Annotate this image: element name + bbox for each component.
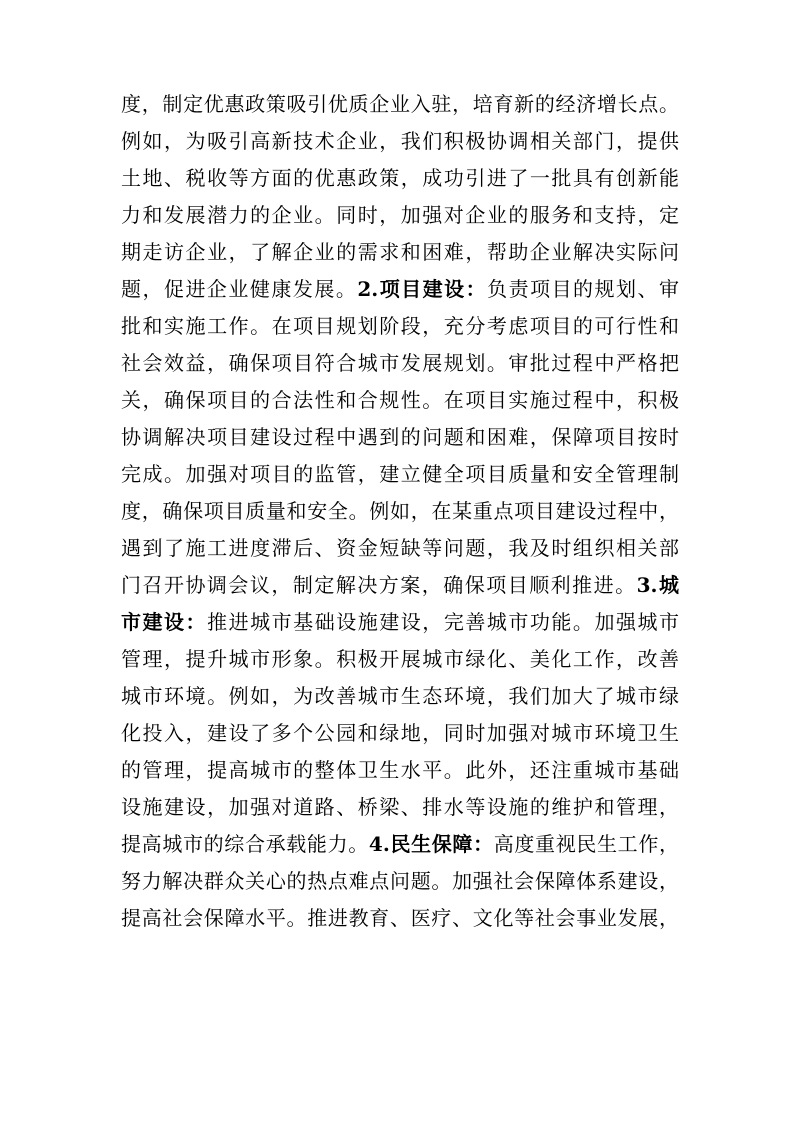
section-heading-livelihood: 4.民生保障： (368, 832, 494, 856)
body-text (121, 86, 679, 937)
text-line (121, 641, 679, 678)
section-heading-city-construction-part1: 3.城 (636, 573, 679, 597)
text-run: 社会效益，确保项目符合城市发展规划。审批过程中严格把 (121, 351, 679, 375)
text-run: 设施建设，加强对道路、桥梁、排水等设施的维护和管理， (121, 795, 679, 819)
text-line (121, 826, 679, 863)
text-line (121, 123, 679, 160)
section-heading-project-construction: 2.项目建设： (357, 277, 488, 301)
text-run: 度，确保项目质量和安全。例如，在某重点项目建设过程中， (121, 499, 679, 523)
text-line (121, 715, 679, 752)
text-run: 关，确保项目的合法性和合规性。在项目实施过程中，积极 (121, 388, 679, 412)
text-line (121, 789, 679, 826)
text-line (121, 382, 679, 419)
text-run: 题，促进企业健康发展。 (121, 277, 358, 301)
text-run: 批和实施工作。在项目规划阶段，充分考虑项目的可行性和 (121, 314, 679, 338)
text-run: 力和发展潜力的企业。同时，加强对企业的服务和支持，定 (121, 203, 679, 227)
text-line (121, 456, 679, 493)
text-line (121, 863, 679, 900)
text-line (121, 86, 679, 123)
text-line (121, 530, 679, 567)
text-line (121, 900, 679, 937)
text-line (121, 197, 679, 234)
text-run: 提高城市的综合承载能力。 (121, 832, 369, 856)
text-line (121, 752, 679, 789)
text-run: 协调解决项目建设过程中遇到的问题和困难，保障项目按时 (121, 425, 679, 449)
text-line (121, 604, 679, 641)
text-line (121, 234, 679, 271)
text-line (121, 345, 679, 382)
text-run: 的管理，提高城市的整体卫生水平。此外，还注重城市基础 (121, 758, 679, 782)
text-line (121, 419, 679, 456)
text-line (121, 493, 679, 530)
text-run: 例如，为吸引高新技术企业，我们积极协调相关部门，提供 (121, 129, 679, 153)
text-run: 期走访企业，了解企业的需求和困难，帮助企业解决实际问 (121, 240, 679, 264)
text-run: 遇到了施工进度滞后、资金短缺等问题，我及时组织相关部 (121, 536, 679, 560)
text-run: 高度重视民生工作， (493, 832, 679, 856)
text-run: 门召开协调会议，制定解决方案，确保项目顺利推进。 (121, 573, 637, 597)
text-run: 土地、税收等方面的优惠政策，成功引进了一批具有创新能 (121, 166, 679, 190)
text-run: 城市环境。例如，为改善城市生态环境，我们加大了城市绿 (121, 684, 679, 708)
text-run: 努力解决群众关心的热点难点问题。加强社会保障体系建设， (121, 869, 679, 893)
text-line (121, 678, 679, 715)
text-run: 管理，提升城市形象。积极开展城市绿化、美化工作，改善 (121, 647, 679, 671)
text-run: 完成。加强对项目的监管，建立健全项目质量和安全管理制 (121, 462, 679, 486)
text-run: 化投入，建设了多个公园和绿地，同时加强对城市环境卫生 (121, 721, 679, 745)
text-run: 提高社会保障水平。推进教育、医疗、文化等社会事业发展， (121, 906, 679, 930)
section-heading-city-construction-part2: 市建设： (121, 610, 208, 634)
text-line (121, 271, 679, 308)
text-run: 度，制定优惠政策吸引优质企业入驻，培育新的经济增长点。 (121, 92, 679, 116)
text-line (121, 308, 679, 345)
text-line (121, 160, 679, 197)
text-run: 推进城市基础设施建设，完善城市功能。加强城市 (207, 610, 679, 634)
text-run: 负责项目的规划、审 (487, 277, 679, 301)
text-line (121, 567, 679, 604)
